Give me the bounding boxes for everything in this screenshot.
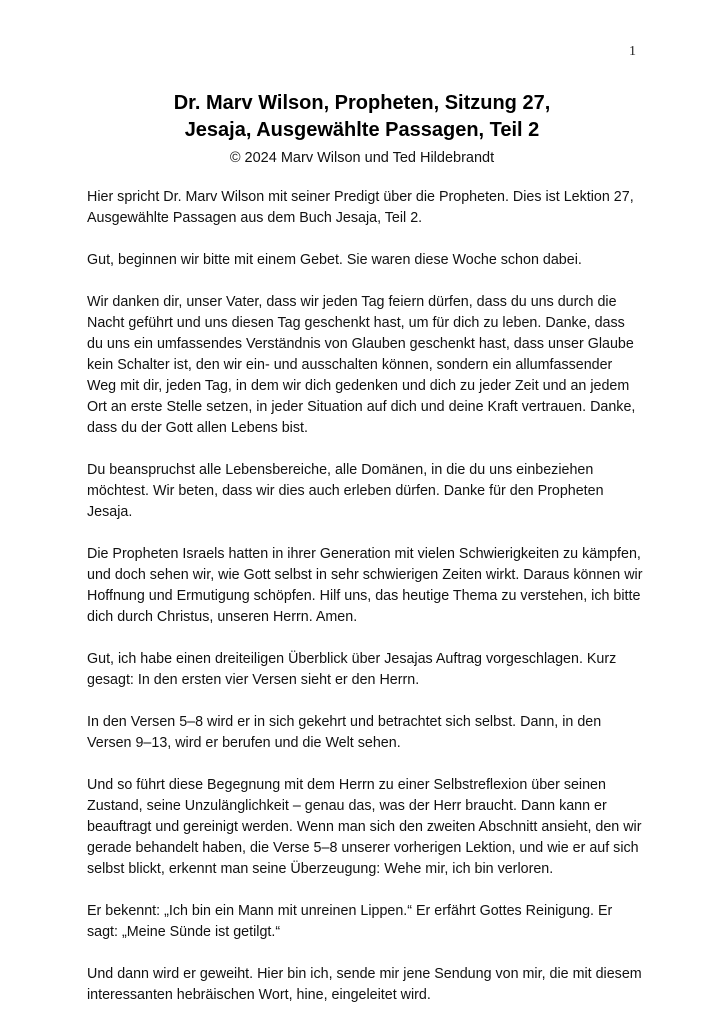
copyright-line: © 2024 Marv Wilson und Ted Hildebrandt	[229, 150, 495, 166]
paragraph-confession: Er bekennt: „Ich bin ein Mann mit unreinen Lippen.“ Er erfährt Gottes Reinigung. Er sagt: „Meine Sünde ist getilgt.“	[87, 903, 613, 940]
paragraph-prayer-invite: Gut, beginnen wir bitte mit einem Gebet. Sie waren diese Woche schon dabei.	[87, 252, 582, 268]
title-line-1: Dr. Marv Wilson, Propheten, Sitzung 27,	[173, 92, 551, 114]
paragraph-prayer-prophets: Die Propheten Israels hatten in ihrer Generation mit vielen Schwierigkeiten zu kämpfen, und doch sehen wir, wie Gott selbst in sehr schwierigen Zeiten wirkt. Daraus können wir Hoffnung und Ermutigung schöpfen. Hilf uns, das heutige Thema zu verstehen, ich bitte dich durch Christus, unseren Herrn. Amen.	[87, 546, 643, 625]
document-body	[87, 187, 643, 1027]
title-line-2: Jesaja, Ausgewählte Passagen, Teil 2	[184, 119, 540, 141]
paragraph-prayer-thanks: Wir danken dir, unser Vater, dass wir jeden Tag feiern dürfen, dass du uns durch die Nacht geführt und uns diesen Tag geschenkt hast, um für dich zu leben. Danke, dass du uns ein umfassendes Verständnis von Glauben geschenkt hast, dass unser Glaube kein Schalter ist, den wir ein- und ausschalten können, sondern ein allumfassender Weg mit dir, jeden Tag, in dem wir dich gedenken und dich zu jeder Zeit und an jedem Ort an erste Stelle setzen, in jeder Situation auf dich und deine Kraft vertrauen. Danke, dass du der Gott allen Lebens bist.	[87, 294, 636, 436]
paragraph-intro: Hier spricht Dr. Marv Wilson mit seiner Predigt über die Propheten. Dies ist Lektion 27, Ausgewählte Passagen aus dem Buch Jesaja, Teil 2.	[87, 189, 634, 226]
page-number: 1	[629, 44, 636, 59]
document-title	[0, 90, 724, 144]
paragraph-verses: In den Versen 5–8 wird er in sich gekehrt und betrachtet sich selbst. Dann, in den Versen 9–13, wird er berufen und die Welt sehen.	[87, 714, 602, 751]
paragraph-commission: Und dann wird er geweiht. Hier bin ich, sende mir jene Sendung von mir, die mit diesem interessanten hebräischen Wort, hine, eingeleitet wird.	[87, 966, 642, 1003]
paragraph-self-reflection: Und so führt diese Begegnung mit dem Herrn zu einer Selbstreflexion über seinen Zustand, seine Unzulänglichkeit – genau das, was der Herr braucht. Dann kann er beauftragt und gereinigt werden. Wenn man sich den zweiten Abschnitt ansieht, den wir gerade behandelt haben, die Verse 5–8 unserer vorherigen Lektion, und wie er auf sich selbst blickt, erkennt man seine Überzeugung: Wehe mir, ich bin verloren.	[87, 777, 642, 877]
paragraph-prayer-domains: Du beanspruchst alle Lebensbereiche, alle Domänen, in die du uns einbeziehen möchtest. Wir beten, dass wir dies auch erleben dürfen. Danke für den Propheten Jesaja.	[87, 462, 604, 520]
paragraph-overview: Gut, ich habe einen dreiteiligen Überblick über Jesajas Auftrag vorgeschlagen. Kurz gesagt: In den ersten vier Versen sieht er den Herrn.	[87, 651, 617, 688]
